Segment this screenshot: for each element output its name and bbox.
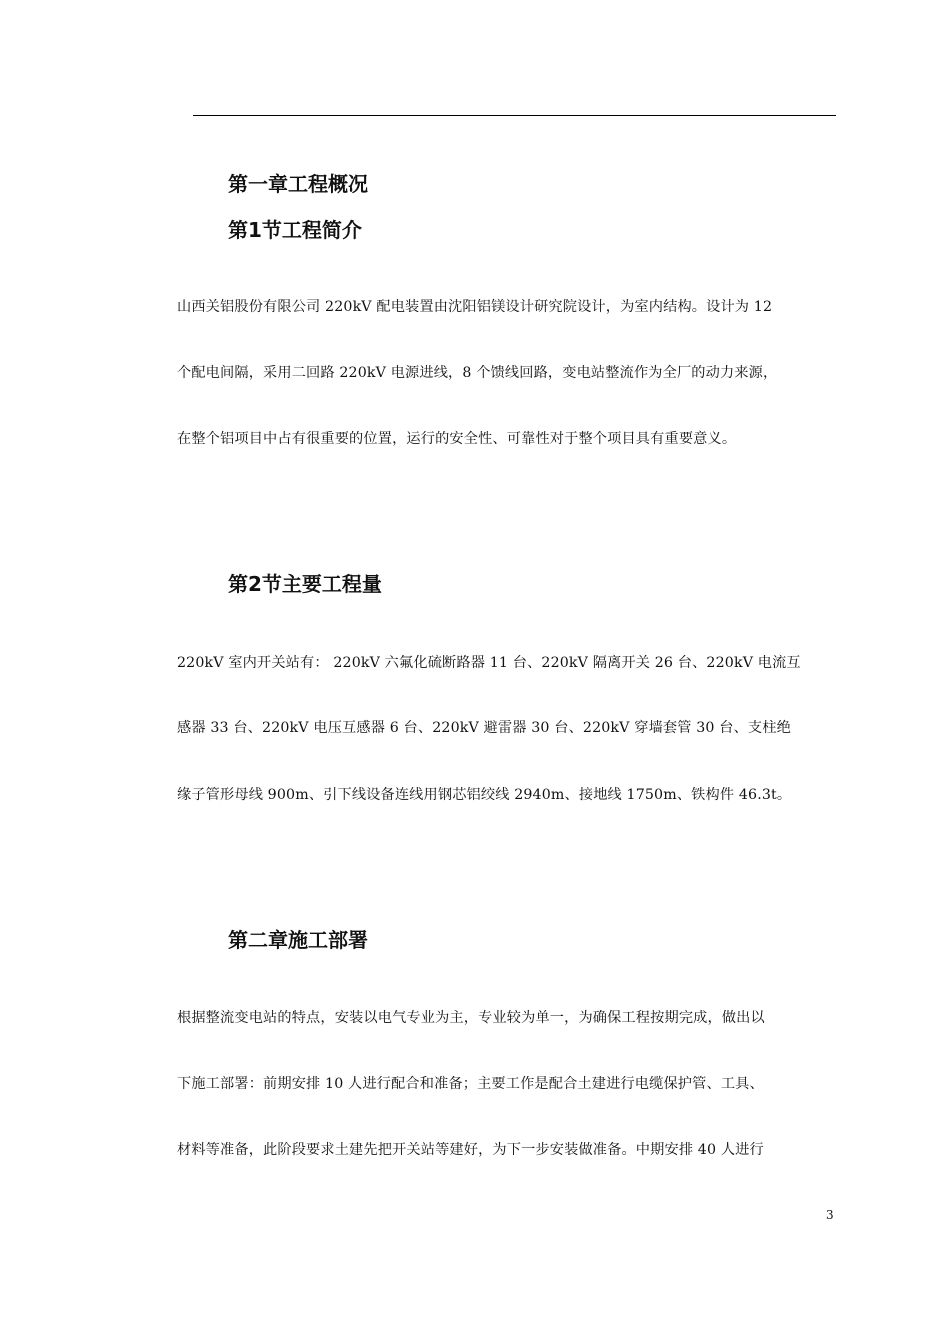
paragraph-line: 缘子管形母线 900m、引下线设备连线用钢芯铝绞线 2940m、接地线 1750m、铁构件 46.3t。 (177, 787, 792, 803)
section-1-title: 第1节工程简介 (228, 218, 362, 242)
paragraph-line: 个配电间隔，采用二回路 220kV 电源进线，8 个馈线回路，变电站整流作为全厂的动力来源， (177, 365, 778, 381)
page-number: 3 (826, 1208, 834, 1222)
header-rule (193, 115, 836, 116)
paragraph-line: 根据整流变电站的特点，安装以电气专业为主，专业较为单一，为确保工程按期完成，做出以 (177, 1010, 765, 1026)
section-2-title: 第2节主要工程量 (228, 572, 382, 596)
paragraph-line: 山西关铝股份有限公司 220kV 配电装置由沈阳铝镁设计研究院设计，为室内结构。设计为 12 (177, 299, 773, 315)
paragraph-line: 材料等准备，此阶段要求土建先把开关站等建好，为下一步安装做准备。中期安排 40 人进行 (177, 1142, 764, 1158)
paragraph-line: 下施工部署：前期安排 10 人进行配合和准备；主要工作是配合土建进行电缆保护管、工具、 (177, 1076, 764, 1092)
paragraph-line: 感器 33 台、220kV 电压互感器 6 台、220kV 避雷器 30 台、220kV 穿墙套管 30 台、支柱绝 (177, 720, 791, 736)
paragraph-line: 220kV 室内开关站有： 220kV 六氟化硫断路器 11 台、220kV 隔离开关 26 台、220kV 电流互 (177, 655, 801, 671)
chapter-1-title: 第一章工程概况 (228, 172, 368, 196)
chapter-2-title: 第二章施工部署 (228, 928, 368, 952)
paragraph-line: 在整个铝项目中占有很重要的位置，运行的安全性、可靠性对于整个项目具有重要意义。 (177, 431, 737, 447)
